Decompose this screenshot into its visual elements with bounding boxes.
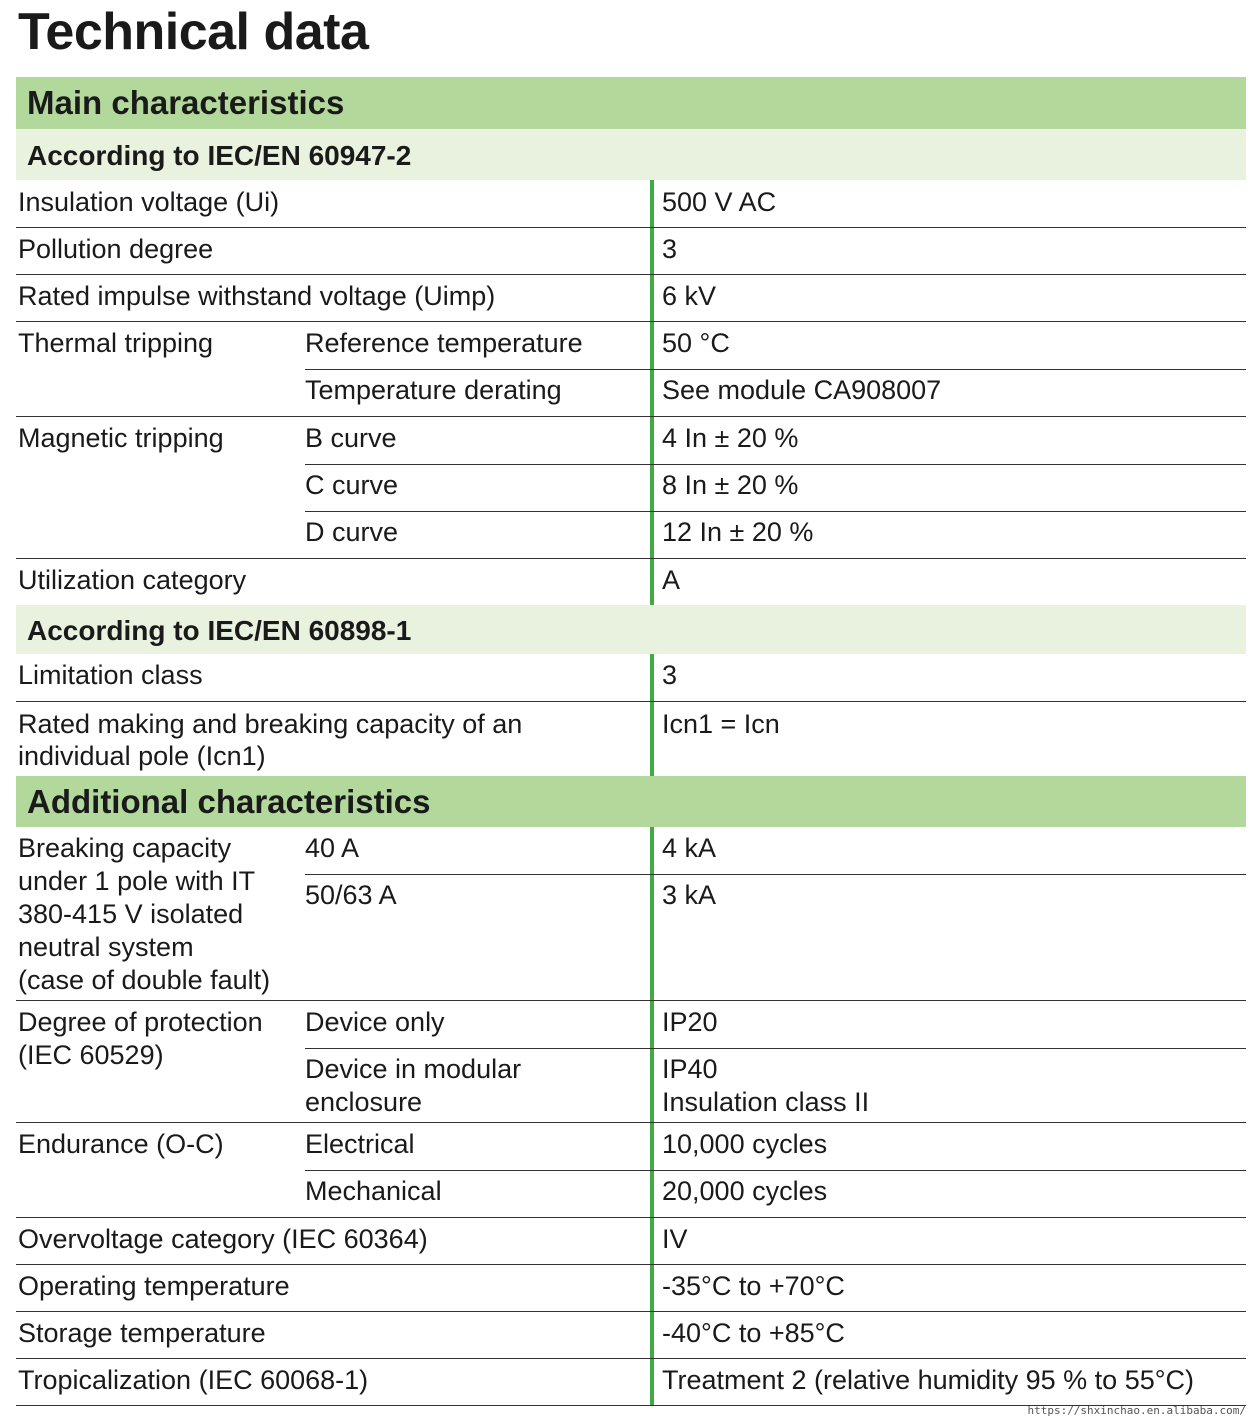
- row-divider: [305, 1170, 1246, 1171]
- row-label: Insulation voltage (Ui): [18, 187, 280, 217]
- row-divider: [305, 874, 1246, 875]
- row-divider: [305, 464, 1246, 465]
- table-row-protection: [16, 1000, 1246, 1122]
- row-sublabel: D curve: [305, 517, 399, 547]
- row-value: 50 °C: [662, 328, 730, 358]
- table-row: [16, 227, 1246, 274]
- table-row: [16, 1264, 1246, 1311]
- row-label-line: (case of double fault): [18, 965, 271, 995]
- row-label-line: Rated making and breaking capacity of an: [18, 709, 523, 739]
- row-label: Endurance (O-C): [18, 1129, 224, 1159]
- table-row: [16, 180, 1246, 227]
- row-label-line: Breaking capacity: [18, 833, 232, 863]
- row-label: Operating temperature: [18, 1271, 290, 1301]
- row-label: Magnetic tripping: [18, 423, 224, 453]
- table-row-thermal-tripping: [16, 321, 1246, 416]
- row-label: Utilization category: [18, 565, 247, 595]
- row-value: IV: [662, 1224, 688, 1254]
- row-label-line: (IEC 60529): [18, 1040, 164, 1070]
- row-value: 6 kV: [662, 281, 717, 311]
- row-label: Pollution degree: [18, 234, 214, 264]
- row-sublabel: Electrical: [305, 1129, 415, 1159]
- row-divider: [305, 369, 1246, 370]
- row-value: A: [662, 565, 681, 595]
- table-row: [16, 274, 1246, 321]
- row-value: Insulation class II: [662, 1087, 870, 1117]
- table-row: [16, 701, 1246, 776]
- row-label-line: 380-415 V isolated: [18, 899, 244, 929]
- row-label: Tropicalization (IEC 60068-1): [18, 1365, 369, 1395]
- row-label: Overvoltage category (IEC 60364): [18, 1224, 428, 1254]
- section-header-additional: Additional characteristics: [16, 776, 1246, 827]
- row-sublabel: Temperature derating: [305, 375, 562, 405]
- row-label: Storage temperature: [18, 1318, 266, 1348]
- row-value: Icn1 = Icn: [662, 709, 780, 739]
- section-header-main: Main characteristics: [16, 77, 1246, 129]
- table-row-endurance: [16, 1122, 1246, 1217]
- row-value: IP20: [662, 1007, 718, 1037]
- row-value: 12 In ± 20 %: [662, 517, 814, 547]
- row-value: IP40: [662, 1054, 718, 1084]
- row-sublabel: 50/63 A: [305, 880, 397, 910]
- row-label: Limitation class: [18, 660, 203, 690]
- table-row: [16, 1311, 1246, 1358]
- row-divider: [305, 511, 1246, 512]
- row-label: Rated impulse withstand voltage (Uimp): [18, 281, 496, 311]
- table-row: [16, 558, 1246, 605]
- row-value: 8 In ± 20 %: [662, 470, 799, 500]
- table-row: [16, 654, 1246, 701]
- page-title: Technical data: [18, 3, 369, 61]
- table-row-magnetic-tripping: [16, 416, 1246, 558]
- row-label-line: individual pole (Icn1): [18, 741, 266, 771]
- subsection-header-iec-60898: According to IEC/EN 60898-1: [16, 605, 1246, 654]
- row-value: 4 In ± 20 %: [662, 423, 799, 453]
- row-sublabel: Reference temperature: [305, 328, 583, 358]
- row-sublabel: enclosure: [305, 1087, 423, 1117]
- row-sublabel: Mechanical: [305, 1176, 442, 1206]
- row-label: Thermal tripping: [18, 328, 214, 358]
- row-value: 3: [662, 660, 678, 690]
- row-sublabel: Device only: [305, 1007, 445, 1037]
- table-row-breaking-capacity: [16, 827, 1246, 1000]
- row-sublabel: C curve: [305, 470, 399, 500]
- watermark-url: https://shxinchao.en.alibaba.com/: [1027, 1404, 1246, 1417]
- row-value: 20,000 cycles: [662, 1176, 828, 1206]
- row-value: 3: [662, 234, 678, 264]
- row-value: -35°C to +70°C: [662, 1271, 845, 1301]
- row-value: 4 kA: [662, 833, 717, 863]
- row-divider: [305, 1048, 1246, 1049]
- row-value: -40°C to +85°C: [662, 1318, 845, 1348]
- row-label-line: Degree of protection: [18, 1007, 263, 1037]
- row-value: See module CA908007: [662, 375, 942, 405]
- subsection-header-iec-60947: According to IEC/EN 60947-2: [16, 129, 1246, 180]
- row-label-line: under 1 pole with IT: [18, 866, 256, 896]
- row-sublabel: B curve: [305, 423, 397, 453]
- row-sublabel: 40 A: [305, 833, 360, 863]
- row-value: Treatment 2 (relative humidity 95 % to 55°C): [662, 1365, 1195, 1395]
- row-value: 3 kA: [662, 880, 717, 910]
- row-value: 500 V AC: [662, 187, 777, 217]
- row-value: 10,000 cycles: [662, 1129, 828, 1159]
- table-row: [16, 1358, 1246, 1406]
- table-row: [16, 1217, 1246, 1264]
- row-sublabel: Device in modular: [305, 1054, 522, 1084]
- row-label-line: neutral system: [18, 932, 194, 962]
